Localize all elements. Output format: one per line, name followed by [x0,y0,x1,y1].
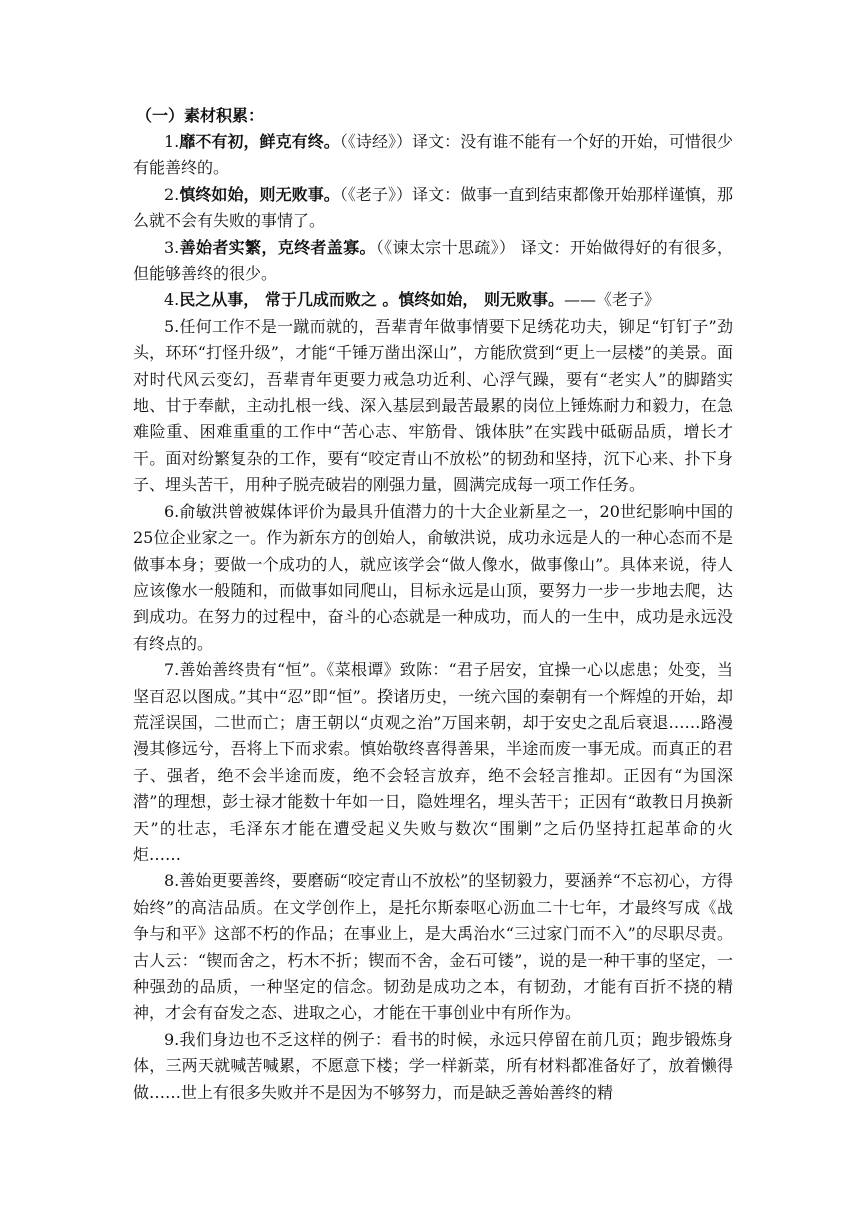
paragraph-number: 1. [164,132,180,151]
paragraph-number: 4. [164,290,180,310]
paragraph-1 [133,129,733,182]
section-heading: （一）素材积累： [136,106,265,125]
paragraph-6 [133,499,733,657]
paragraph-2 [133,182,733,235]
paragraph-5 [133,314,733,499]
paragraph-number: 8. [164,871,180,891]
paragraph-number: 6. [164,501,180,521]
paragraph-number: 3. [164,237,180,257]
paragraph-list [133,129,733,1106]
paragraph-text: （《诗经》）译文：没有谁不能有一个好的开始，可惜很少有能善终的。 [133,132,733,178]
paragraph-text: （《老子》）译文：做事一直到结束都像开始那样谨慎，那么就不会有失败的事情了。 [133,184,733,231]
paragraph-number: 2. [164,184,180,204]
paragraph-4 [133,287,733,313]
document-page [133,103,733,1106]
paragraph-text: 善始善终贵有“恒”。《菜根谭》致陈：“君子居安，宜操一心以虑患；处变，当坚百忍以图成。”其中“忍”即“恒”。揆诸历史，一统六国的秦朝有一个辉煌的开始，却荒淫误国，二世而亡；唐王朝以“贞观之治”万国来朝，却于安史之乱后衰退……路漫漫其修远兮，吾将上下而求索。慎始敬终喜得善果，半途而废一事无成。而真正的君子、强者，绝不会半途而废，绝不会轻言放弃，绝不会轻言推却。正因有“为国深潜”的理想，彭士禄才能数十年如一日，隐姓埋名，埋头苦干；正因有“敢教日月换新天”的壮志，毛泽东才能在遭受起义失败与数次“围剿”之后仍坚持扛起革命的火炬…… [133,660,733,864]
paragraph-7 [133,657,733,868]
paragraph-9 [133,1027,733,1106]
paragraph-3 [133,235,733,288]
paragraph-text: （《谏太宗十思疏》） 译文：开始做得好的有很多，但能够善终的很少。 [133,237,733,284]
paragraph-number: 7. [164,660,180,680]
paragraph-number: 5. [164,316,180,336]
quote-bold: 民之从事， 常于几成而败之 。慎终如始， 则无败事。 [179,290,564,310]
paragraph-text: 俞敏洪曾被媒体评价为最具升值潜力的十大企业新星之一，20世纪影响中国的25位企业家之一。作为新东方的创始人，俞敏洪说，成功永远是人的一种心态而不是做事本身；要做一个成功的人，就应该学会“做人像水，做事像山”。具体来说，待人应该像水一般随和，而做事如同爬山，目标永远是山顶，要努力一步一步地去爬，达到成功。在努力的过程中，奋斗的心态就是一种成功，而人的一生中，成功是永远没有终点的。 [133,501,733,653]
quote-bold: 善始者实繁，克终者盖寡。 [179,237,376,257]
paragraph-text: 任何工作不是一蹴而就的，吾辈青年做事情要下足绣花功夫，铆足“钉钉子”劲头，环环“打怪升级”，才能“千锤万凿出深山”，方能欣赏到“更上一层楼”的美景。面对时代风云变幻，吾辈青年更要力戒急功近利、心浮气躁，要有“老实人”的脚踏实地、甘于奉献，主动扎根一线、深入基层到最苦最累的岗位上锤炼耐力和毅力，在急难险重、困难重重的工作中“苦心志、牢筋骨、饿体肤”在实践中砥砺品质，增长才干。面对纷繁复杂的工作，要有“咬定青山不放松”的韧劲和坚持，沉下心来、扑下身子、埋头苦干，用种子脱壳破岩的刚强力量，圆满完成每一项工作任务。 [133,316,733,495]
quote-bold: 慎终如始，则无败事。 [179,184,340,204]
paragraph-8 [133,868,733,1026]
paragraph-text: 善始更要善终，要磨砺“咬定青山不放松”的坚韧毅力，要涵养“不忘初心，方得始终”的高洁品质。在文学创作上，是托尔斯泰呕心沥血二十七年，才最终写成《战争与和平》这部不朽的作品；在事业上，是大禹治水“三过家门而不入”的尽职尽责。古人云：“锲而舍之，朽木不折；锲而不舍，金石可镂”，说的是一种干事的坚定，一种强劲的品质，一种坚定的信念。韧劲是成功之本，有韧劲，才能有百折不挠的精神，才会有奋发之态、进取之心，才能在干事创业中有所作为。 [133,871,733,1023]
paragraph-text: 我们身边也不乏这样的例子：看书的时候，永远只停留在前几页；跑步锻炼身体，三两天就喊苦喊累，不愿意下楼；学一样新菜，所有材料都准备好了，放着懒得做……世上有很多失败并不是因为不够努力，而是缺乏善始善终的精 [133,1029,733,1102]
paragraph-number: 9. [164,1029,180,1049]
paragraph-text: ——《老子》 [563,290,660,310]
quote-bold: 靡不有初，鲜克有终。 [179,132,340,151]
